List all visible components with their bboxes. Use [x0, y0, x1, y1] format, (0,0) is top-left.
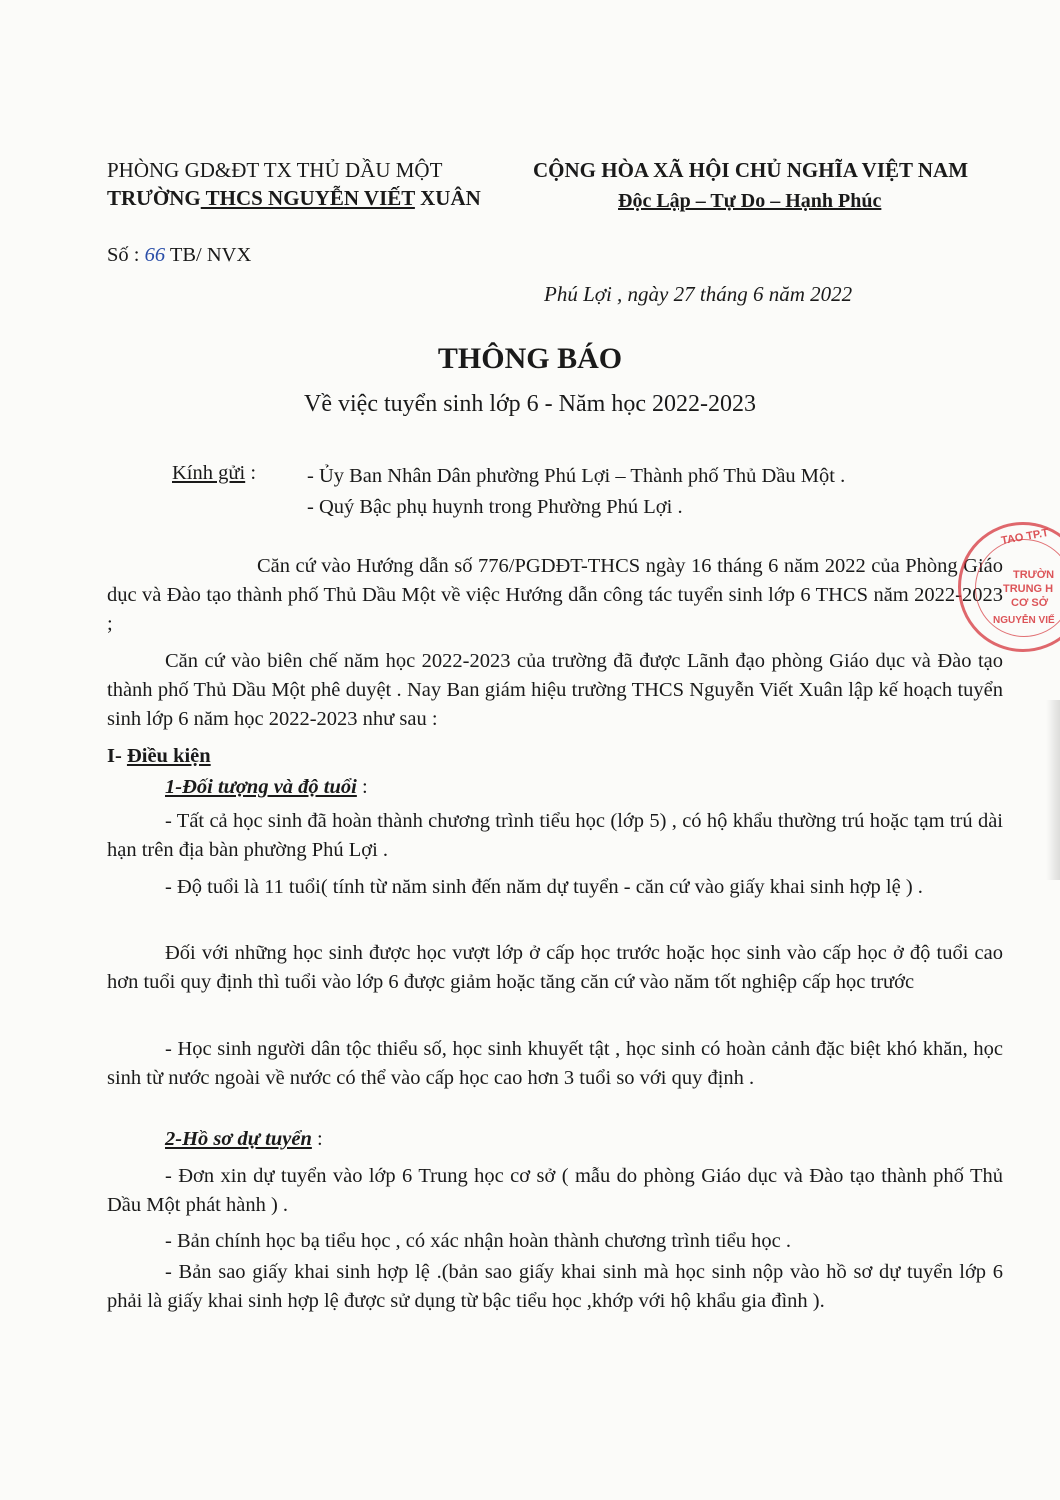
section-1-title: Điều kiện [126, 745, 211, 767]
section-1-heading [107, 745, 211, 768]
recipients-label-colon: : [245, 462, 257, 484]
document-number [107, 240, 251, 270]
school-name-suffix: XUÂN [414, 186, 481, 210]
recipients-label [172, 462, 256, 485]
seal-text-4: NGUYỄN VIẾ [993, 615, 1055, 626]
doc-number-suffix: TB/ NVX [165, 244, 252, 266]
condition-item-4: - Học sinh người dân tộc thiểu số, học sinh khuyết tật , học sinh có hoàn cảnh đặc biệt khó khăn, học sinh từ nước ngoài về nước có thể vào cấp học cao hơn 3 tuổi so với quy định . [107, 1038, 1003, 1089]
place-date: Phú Lợi , ngày 27 tháng 6 năm 2022 [544, 282, 853, 306]
subsection-2-colon: : [311, 1128, 323, 1150]
subsection-1-colon: : [356, 776, 368, 798]
school-name [107, 183, 481, 213]
dossier-item-1: - Đơn xin dự tuyển vào lớp 6 Trung học cơ sở ( mẫu do phòng Giáo dục và Đào tạo thành phố Thủ Dầu Một phát hành ) . [107, 1165, 1003, 1216]
subsection-1-heading [165, 776, 368, 799]
school-name-underlined: THCS NGUYỄN VIẾT [200, 186, 415, 210]
national-title: CỘNG HÒA XÃ HỘI CHỦ NGHĨA VIỆT NAM [533, 158, 969, 182]
subsection-2-heading [165, 1128, 323, 1151]
recipients-label-text: Kính gửi [172, 462, 246, 484]
seal-text-1: TRƯỜN [1013, 569, 1055, 581]
seal-ring-text: TAO TP.T [1000, 526, 1050, 548]
doc-number-prefix: Số : [107, 244, 145, 266]
condition-item-1: - Tất cả học sinh đã hoàn thành chương trình tiểu học (lớp 5) , có hộ khẩu thường trú hoặc tạm trú dài hạn trên địa bàn phường Phú Lợi . [107, 810, 1003, 861]
paragraph-legal-basis-2: Căn cứ vào biên chế năm học 2022-2023 của trường đã được Lãnh đạo phòng Giáo dục và Đào tạo thành phố Thủ Dầu Một phê duyệt . Nay Ban giám hiệu trường THCS Nguyễn Viết Xuân lập kế hoạch tuyển sinh lớp 6 năm học 2022-2023 như sau : [107, 650, 1003, 730]
seal-text-3: CƠ SỞ [1011, 597, 1049, 609]
department-name: PHÒNG GD&ĐT TX THỦ DẦU MỘT [107, 158, 443, 182]
subsection-2-title: 2-Hồ sơ dự tuyển [165, 1128, 312, 1150]
school-name-prefix: TRƯỜNG [107, 186, 201, 210]
condition-item-3: Đối với những học sinh được học vượt lớp ở cấp học trước hoặc học sinh vào cấp học ở độ tuổi cao hơn tuổi quy định thì tuổi vào lớp 6 được giảm hoặc tăng căn cứ vào năm tốt nghiệp cấp học trước [107, 942, 1003, 993]
page-edge-shadow [1046, 700, 1060, 880]
subsection-1-title: 1-Đối tượng và độ tuổi [165, 776, 357, 798]
doc-number-handwritten: 66 [144, 244, 166, 266]
dossier-item-2: - Bản chính học bạ tiểu học , có xác nhận hoàn thành chương trình tiểu học . [165, 1230, 791, 1252]
recipient-2: - Quý Bậc phụ huynh trong Phường Phú Lợi . [307, 496, 683, 518]
recipient-1: - Ủy Ban Nhân Dân phường Phú Lợi – Thành phố Thủ Dầu Một . [307, 465, 846, 487]
document-title: THÔNG BÁO [437, 342, 623, 375]
national-motto: Độc Lập – Tự Do – Hạnh Phúc [618, 190, 882, 212]
paragraph-legal-basis-1: Căn cứ vào Hướng dẫn số 776/PGDĐT-THCS ngày 16 tháng 6 năm 2022 của Phòng Giáo dục và Đào tạo thành phố Thủ Dầu Một về việc Hướng dẫn công tác tuyển sinh lớp 6 THCS năm 2022-2023 ; [107, 555, 1003, 635]
seal-text-2: TRUNG H [1003, 583, 1054, 595]
document-subtitle: Về việc tuyển sinh lớp 6 - Năm học 2022-2023 [304, 391, 756, 417]
section-1-prefix: I- [107, 745, 127, 767]
dossier-item-3: - Bản sao giấy khai sinh hợp lệ .(bản sao giấy khai sinh mà học sinh nộp vào hồ sơ dự tuyển lớp 6 phải là giấy khai sinh hợp lệ được sử dụng từ bậc tiểu học ,khớp với hộ khẩu gia đình ). [107, 1261, 1003, 1312]
condition-item-2: - Độ tuổi là 11 tuổi( tính từ năm sinh đến năm dự tuyển - căn cứ vào giấy khai sinh hợp lệ ) . [165, 876, 923, 898]
